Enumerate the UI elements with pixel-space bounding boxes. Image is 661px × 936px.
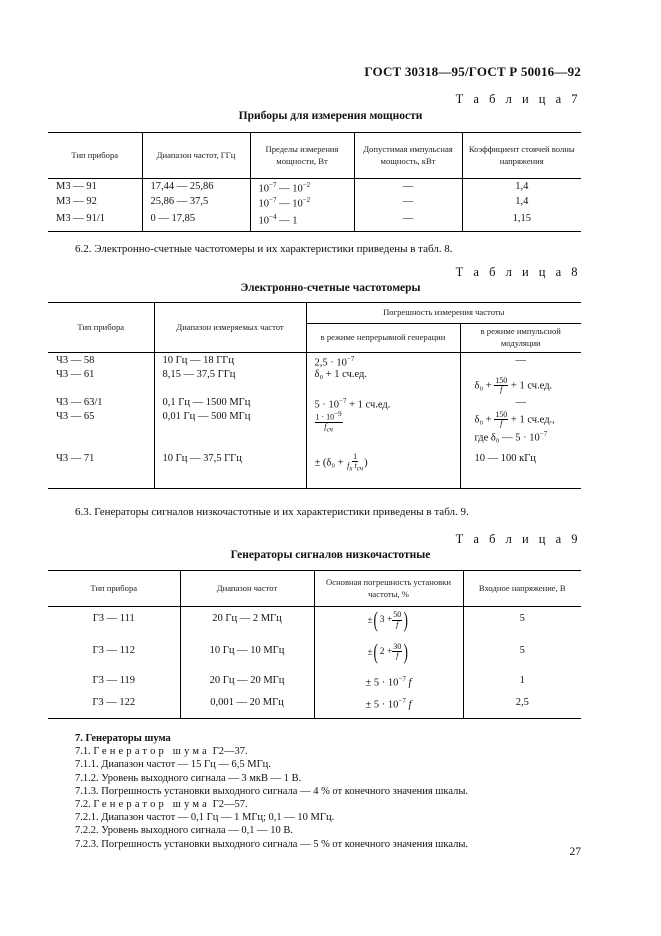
t8-type: Ч3 — 58 bbox=[56, 355, 95, 366]
t8-continuous: $2,5 \cdot 10^{-7}$ bbox=[306, 353, 460, 369]
table-row bbox=[48, 395, 581, 411]
t9-type: Г3 — 112 bbox=[92, 644, 135, 656]
document-header: ГОСТ 30318—95/ГОСТ Р 50016—92 bbox=[364, 64, 581, 79]
t7-range: 0 — 17,85 bbox=[142, 213, 250, 232]
t9-type: Г3 — 119 bbox=[92, 674, 135, 686]
t9-voltage: 1 bbox=[463, 671, 581, 693]
t8-pulse: — bbox=[460, 395, 581, 411]
t8-pulse: — bbox=[460, 353, 581, 369]
t7-type: М3 — 91 bbox=[56, 181, 97, 192]
t7-vswr: 1,4 bbox=[462, 196, 581, 213]
t9-voltage: 5 bbox=[463, 607, 581, 639]
t9-header-voltage: Входное напряжение, В bbox=[463, 571, 581, 607]
t8-header-continuous: в режиме непрерывной генерации bbox=[306, 324, 460, 353]
table-row bbox=[48, 671, 581, 693]
section-7-2-3: 7.2.3. Погрешность установки выходного сигнала — 5 % от конечного значения шкалы. bbox=[75, 838, 469, 850]
t7-limits: $10^{-7}$ — $10^{-2}$ bbox=[250, 196, 354, 213]
t7-type: М3 — 92 bbox=[56, 195, 97, 207]
section-7-1: 7.1. Генератор шума Г2—37. bbox=[75, 746, 248, 758]
t7-limits: $10^{-4}$ — 1 bbox=[250, 213, 354, 232]
page-number: 27 bbox=[569, 846, 581, 858]
section-7-1-2: 7.1.2. Уровень выходного сигнала — 3 мкВ — 1 В. bbox=[75, 772, 302, 784]
t9-error: ± $5 \cdot 10^{-7}$ f bbox=[314, 693, 463, 719]
table-8-label: Т а б л и ц а 8 bbox=[455, 265, 581, 279]
t9-voltage: 5 bbox=[463, 639, 581, 671]
t7-pulse: — bbox=[354, 213, 462, 232]
t9-range: 10 Гц — 10 МГц bbox=[180, 639, 314, 671]
t7-pulse: — bbox=[354, 196, 462, 213]
section-7-heading: 7. Генераторы шума bbox=[75, 733, 171, 744]
t9-error: ± $5 \cdot 10^{-7}$ f bbox=[314, 671, 463, 693]
table-row bbox=[48, 369, 581, 395]
table-9-title: Генераторы сигналов низкочастотные bbox=[230, 549, 431, 561]
t7-header-type: Тип прибора bbox=[71, 149, 119, 160]
table-row bbox=[48, 411, 581, 453]
t8-range: 10 Гц — 37,5 ГГц bbox=[154, 453, 306, 489]
table-row bbox=[48, 453, 581, 489]
t8-range: 8,15 — 37,5 ГГц bbox=[154, 369, 306, 395]
t8-range: 0,1 Гц — 1500 МГц bbox=[154, 395, 306, 411]
t7-vswr: 1,4 bbox=[462, 179, 581, 196]
table-8 bbox=[48, 302, 581, 489]
t7-limits: $10^{-7}$ — $10^{-2}$ bbox=[250, 179, 354, 196]
t9-error: ± ( 3 + $\frac{50}{f}$ ) bbox=[314, 607, 463, 639]
t7-vswr: 1,15 bbox=[462, 213, 581, 232]
t7-type: М3 — 91/1 bbox=[56, 212, 106, 224]
t7-range: 17,44 — 25,86 bbox=[142, 179, 250, 196]
t8-continuous: $5 \cdot 10^{-7} + 1$ сч.ед. bbox=[306, 395, 460, 411]
section-7-2-1: 7.2.1. Диапазон частот — 0,1 Гц — 1 МГц; 0,1 — 10 МГц. bbox=[75, 812, 335, 824]
t8-header-range: Диапазон измеряемых частот bbox=[154, 303, 306, 353]
table-row bbox=[48, 607, 581, 639]
t7-pulse: — bbox=[354, 179, 462, 196]
table-7 bbox=[48, 132, 581, 232]
table-row bbox=[48, 353, 581, 369]
t9-type: Г3 — 122 bbox=[92, 696, 136, 708]
table-9-label: Т а б л и ц а 9 bbox=[455, 532, 581, 546]
t7-header-range: Диапазон частот, ГГц bbox=[142, 133, 250, 179]
t9-range: 20 Гц — 2 МГц bbox=[180, 607, 314, 639]
t8-header-pulse: в режиме импульсной модуляции bbox=[460, 324, 581, 353]
section-7 bbox=[75, 732, 595, 851]
table-row bbox=[48, 213, 581, 232]
t8-pulse: 10 — 100 кГц bbox=[460, 453, 581, 489]
t8-continuous: ± (δ₀ + $\frac{1}{f_x t_{сч}}$ ) bbox=[306, 453, 460, 489]
table-8-title: Электронно-счетные частотомеры bbox=[240, 282, 421, 294]
section-7-2-2: 7.2.2. Уровень выходного сигнала — 0,1 — 10 В. bbox=[75, 825, 294, 837]
section-7-1-1: 7.1.1. Диапазон частот — 15 Гц — 6,5 МГц. bbox=[75, 759, 271, 771]
t8-continuous: δ₀ + 1 сч.ед. bbox=[306, 369, 460, 395]
t8-range: 10 Гц — 18 ГГц bbox=[154, 353, 306, 369]
t8-type: Ч3 — 63/1 bbox=[56, 396, 103, 408]
t7-range: 25,86 — 37,5 bbox=[142, 196, 250, 213]
t8-continuous: $\frac{1 \cdot 10^{-9}}{f_{сч}}$ bbox=[306, 411, 460, 453]
table-row bbox=[48, 693, 581, 719]
t9-range: 20 Гц — 20 МГц bbox=[180, 671, 314, 693]
t9-voltage: 2,5 bbox=[463, 693, 581, 719]
table-9 bbox=[48, 570, 581, 719]
t7-header-vswr: Коэффициент стоячей волны напряжения bbox=[462, 133, 581, 179]
t9-header-type: Тип прибора bbox=[90, 582, 138, 593]
t8-pulse: δ₀ + $\frac{150}{f}$ + 1 сч.ед. bbox=[460, 369, 581, 395]
table-row bbox=[48, 196, 581, 213]
t9-error: ± ( 2 + $\frac{30}{f}$ ) bbox=[314, 639, 463, 671]
t7-header-pulse: Допустимая импульсная мощность, кВт bbox=[354, 133, 462, 179]
table-row bbox=[48, 179, 581, 196]
t8-header-error: Погрешность измерения частоты bbox=[306, 303, 581, 324]
t9-header-error: Основная погрешность установки частоты, % bbox=[314, 571, 463, 607]
section-7-2: 7.2. Генератор шума Г2—57. bbox=[75, 799, 248, 811]
t8-type: Ч3 — 61 bbox=[56, 368, 95, 380]
t8-pulse: δ₀ + $\frac{150}{f}$ + 1 сч.ед., где δ₀ — $5 \cdot 10^{-7}$ bbox=[460, 411, 581, 453]
t9-header-range: Диапазон частот bbox=[180, 571, 314, 607]
t7-header-limits: Пределы измерения мощности, Вт bbox=[250, 133, 354, 179]
section-7-1-3: 7.1.3. Погрешность установки выходного сигнала — 4 % от конечного значения шкалы. bbox=[75, 785, 469, 797]
paragraph-6-3: 6.3. Генераторы сигналов низкочастотные и их характеристики приведены в табл. 9. bbox=[75, 506, 469, 518]
t8-range: 0,01 Гц — 500 МГц bbox=[154, 411, 306, 453]
t9-range: 0,001 — 20 МГц bbox=[180, 693, 314, 719]
table-7-label: Т а б л и ц а 7 bbox=[455, 92, 581, 106]
t8-type: Ч3 — 65 bbox=[56, 410, 95, 422]
t9-type: Г3 — 111 bbox=[92, 613, 135, 624]
t8-type: Ч3 — 71 bbox=[56, 452, 95, 464]
table-7-title: Приборы для измерения мощности bbox=[238, 110, 423, 122]
paragraph-6-2: 6.2. Электронно-счетные частотомеры и их характеристики приведены в табл. 8. bbox=[75, 243, 453, 255]
t8-header-type: Тип прибора bbox=[48, 303, 154, 353]
table-row bbox=[48, 639, 581, 671]
